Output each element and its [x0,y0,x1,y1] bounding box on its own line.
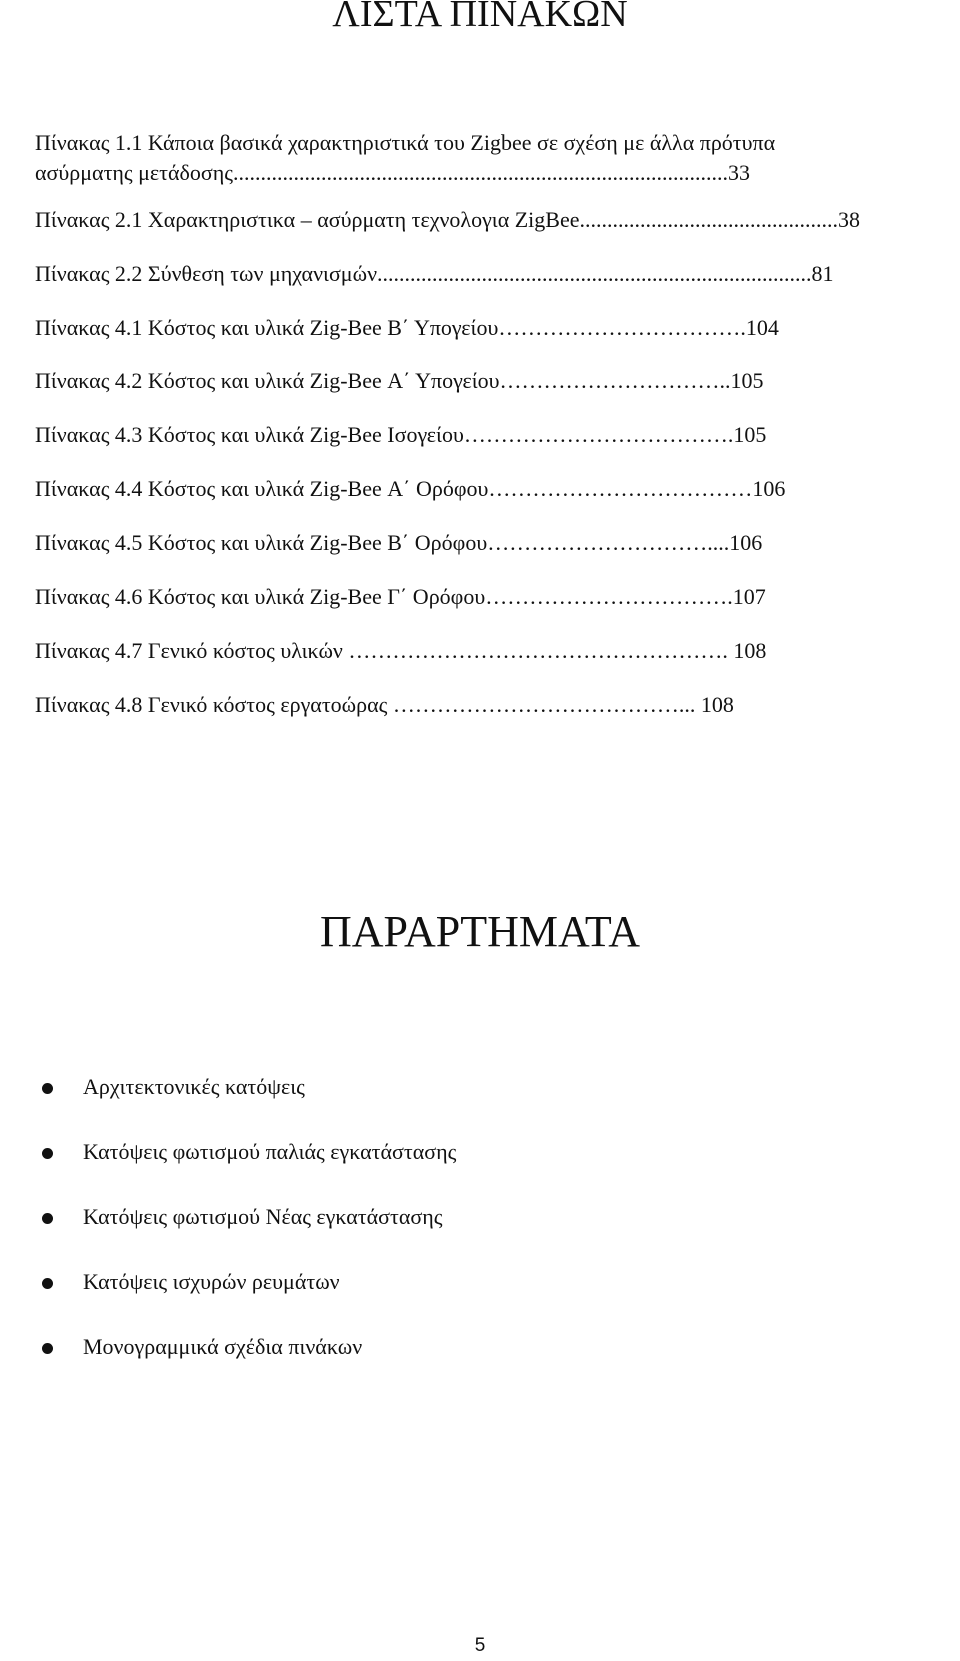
toc-entry-4-1: Πίνακας 4.1 Κόστος και υλικά Zig-Bee Β΄ Υπογείου…………………………….104 [35,315,779,340]
toc-entry-4-8: Πίνακας 4.8 Γενικό κόστος εργατοώρας …………………………………... 108 [35,692,734,717]
toc-entry-4-2: Πίνακας 4.2 Κόστος και υλικά Zig-Bee Α΄ Υπογείου…………………………..105 [35,368,764,393]
toc-entry-4-7: Πίνακας 4.7 Γενικό κόστος υλικών ……………………………………………. 108 [35,638,767,663]
list-item-label: Αρχιτεκτονικές κατόψεις [83,1074,305,1099]
list-item-label: Κατόψεις ισχυρών ρευμάτων [83,1269,340,1294]
toc-entry-4-6: Πίνακας 4.6 Κόστος και υλικά Zig-Bee Γ΄ Ορόφου…………………………….107 [35,584,766,609]
toc-entry-4-3: Πίνακας 4.3 Κόστος και υλικά Zig-Bee Ισογείου……………………………….105 [35,422,767,447]
page-number: 5 [474,1635,486,1656]
toc-entry-4-5: Πίνακας 4.5 Κόστος και υλικά Zig-Bee Β΄ Ορόφου…………………………....106 [35,530,763,555]
bullet-icon [42,1278,53,1289]
list-item-label: Κατόψεις φωτισμού Νέας εγκατάστασης [83,1204,443,1229]
toc-entry-2-2: Πίνακας 2.2 Σύνθεση των μηχανισμών...............................................................................81 [35,261,834,286]
bullet-icon [42,1343,53,1354]
bullet-icon [42,1083,53,1094]
bullet-icon [42,1213,53,1224]
appendices-title: ΠΑΡΑΡΤΗΜΑΤΑ [319,907,641,956]
toc-entry-1-1 [35,128,905,188]
toc-title: ΛΙΣΤΑ ΠΙΝΑΚΩΝ [332,0,628,35]
toc-entry-line: ασύρματης μετάδοσης..........................................................................................33 [35,160,750,185]
list-item-label: Μονογραμμικά σχέδια πινάκων [83,1334,363,1359]
toc-entry-2-1: Πίνακας 2.1 Χαρακτηριστικα – ασύρματη τεχνολογια ZigBee...............................................38 [35,207,860,232]
toc-entry-line: Πίνακας 1.1 Κάποια βασικά χαρακτηριστικά του Zigbee σε σχέση με άλλα πρότυπα [35,130,776,155]
list-item-label: Κατόψεις φωτισμού παλιάς εγκατάστασης [83,1139,457,1164]
toc-entry-4-4: Πίνακας 4.4 Κόστος και υλικά Zig-Bee Α΄ Ορόφου………………………………106 [35,476,786,501]
bullet-icon [42,1148,53,1159]
